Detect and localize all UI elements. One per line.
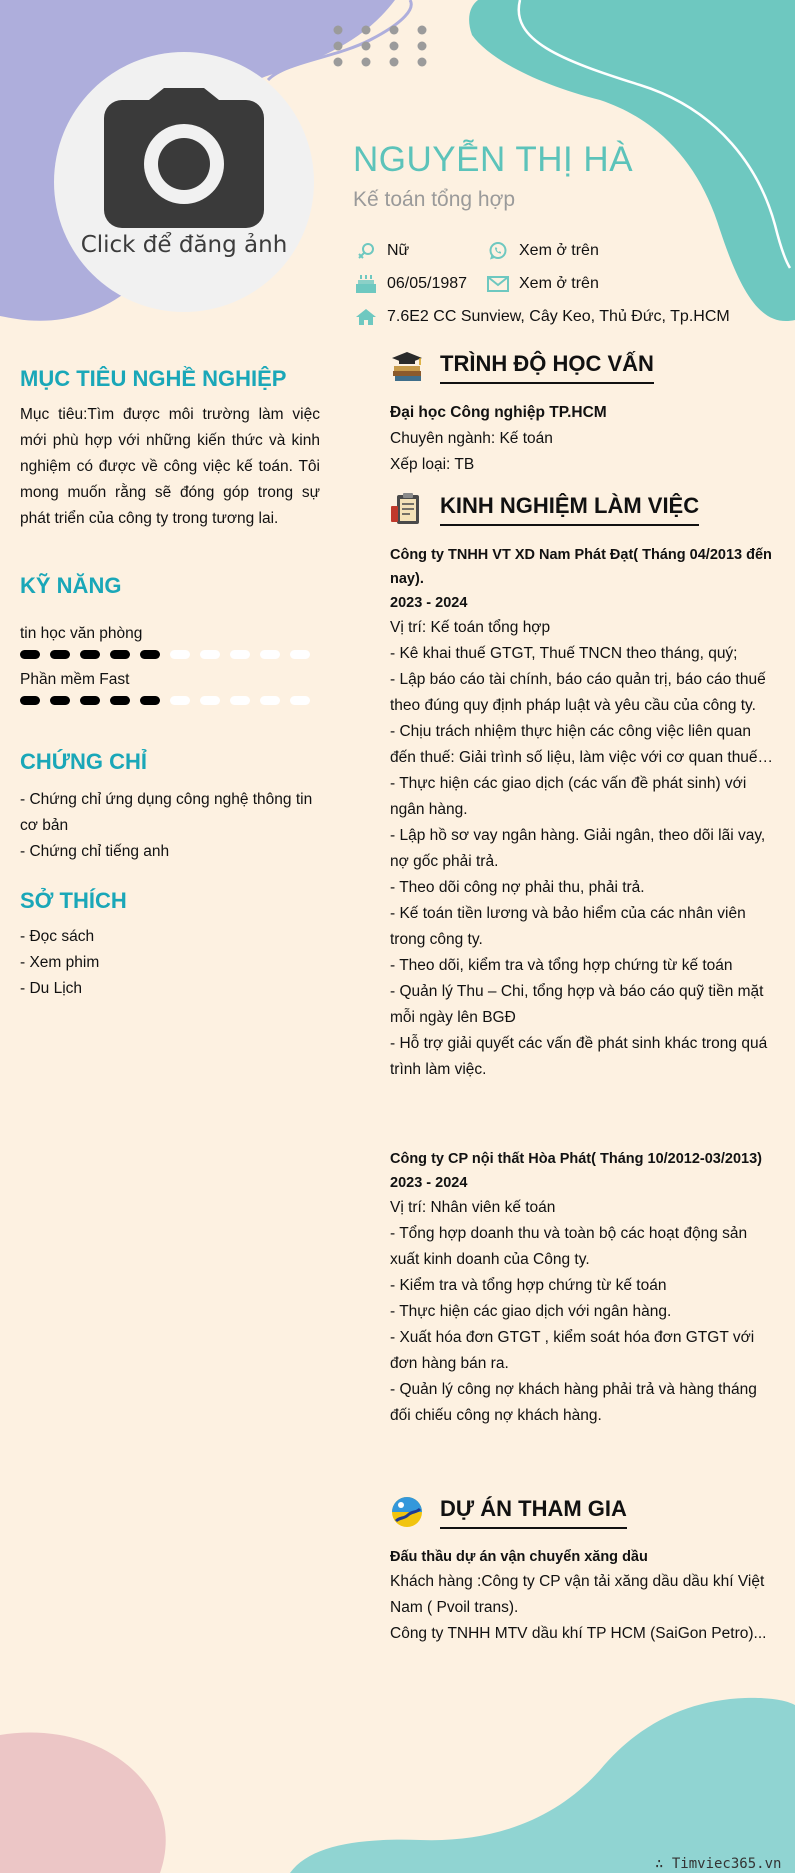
email-icon	[487, 273, 509, 295]
contact-email	[487, 273, 599, 295]
hobby-item: - Xem phim	[20, 954, 100, 971]
objective-title: MỤC TIÊU NGHỀ NGHIỆP	[20, 366, 287, 391]
hobby-item: - Đọc sách	[20, 928, 95, 945]
job-duty: - Hỗ trợ giải quyết các vấn đề phát sinh khác trong quá trình làm việc.	[390, 1035, 768, 1078]
candidate-name: NGUYỄN THỊ HÀ	[353, 140, 634, 179]
job-title: Kế toán tổng hợp	[353, 188, 516, 211]
phone-icon	[487, 240, 509, 262]
job-duty: - Theo dõi, kiểm tra và tổng hợp chứng từ kế toán	[390, 957, 733, 974]
phone-value[interactable]: Xem ở trên	[519, 242, 599, 259]
rating-dot-filled	[80, 696, 100, 705]
education-books-icon	[390, 350, 424, 384]
rating-dot-filled	[140, 650, 160, 659]
project-name: Đấu thầu dự án vận chuyển xăng dầu	[390, 1549, 648, 1565]
certificate-item: - Chứng chỉ ứng dụng công nghệ thông tin cơ bản	[20, 791, 313, 834]
rating-dot-empty	[200, 650, 220, 659]
project-line: Công ty TNHH MTV dầu khí TP HCM (SaiGon Petro)...	[390, 1625, 767, 1642]
job-position: Vị trí: Nhân viên kế toán	[390, 1199, 556, 1216]
objective-text: Mục tiêu:Tìm được môi trường làm việc mới phù hợp với những kiến thức và kinh nghiệm có được về công việc kế toán. Tôi mong muốn rằng sẽ đóng góp trong sự phát triển của công ty trong tương lai.	[20, 406, 320, 527]
skills-title: KỸ NĂNG	[20, 573, 122, 598]
birthday-value: 06/05/1987	[387, 275, 468, 292]
experience-header	[390, 487, 699, 531]
skill-rating	[20, 696, 320, 705]
grade: Xếp loại: TB	[390, 456, 475, 473]
email-value[interactable]: Xem ở trên	[519, 275, 599, 292]
certificates-title: CHỨNG CHỈ	[20, 749, 148, 774]
profile-photo-upload[interactable]	[54, 52, 314, 312]
contact-phone	[487, 240, 599, 262]
job-duty: - Thực hiện các giao dịch (các vấn đề phát sinh) với ngân hàng.	[390, 775, 747, 818]
rating-dot-filled	[80, 650, 100, 659]
projects-header	[390, 1490, 627, 1534]
job-duty: - Kế toán tiền lương và bảo hiểm của các nhân viên trong công ty.	[390, 905, 746, 948]
education-header	[390, 345, 654, 389]
job-duty: - Kê khai thuế GTGT, Thuế TNCN theo tháng, quý;	[390, 645, 738, 662]
rating-dot-empty	[290, 650, 310, 659]
job-duty: - Xuất hóa đơn GTGT , kiểm soát hóa đơn GTGT với đơn hàng bán ra.	[390, 1329, 755, 1372]
job-duty: - Quản lý công nợ khách hàng phải trả và hàng tháng đối chiếu công nợ khách hàng.	[390, 1381, 757, 1424]
job-duty: - Quản lý Thu – Chi, tổng hợp và báo cáo quỹ tiền mặt mỗi ngày lên BGĐ	[390, 983, 764, 1026]
rating-dot-empty	[230, 650, 250, 659]
projects-title: DỰ ÁN THAM GIA	[440, 1496, 627, 1529]
address-value: 7.6E2 CC Sunview, Cây Keo, Thủ Đức, Tp.HCM	[387, 308, 730, 325]
job-company: Công ty CP nội thất Hòa Phát( Tháng 10/2012-03/2013)	[390, 1151, 762, 1167]
gender-value: Nữ	[387, 242, 410, 259]
certificates-list	[20, 787, 330, 865]
hobby-item: - Du Lịch	[20, 980, 83, 997]
camera-icon	[104, 88, 264, 228]
experience-title: KINH NGHIỆM LÀM VIỆC	[440, 493, 699, 526]
experience-job-1	[390, 543, 775, 1083]
home-icon	[355, 306, 377, 328]
job-duty: - Tổng hợp doanh thu và toàn bộ các hoạt động sản xuất kinh doanh của Công ty.	[390, 1225, 748, 1268]
education-title: TRÌNH ĐỘ HỌC VẤN	[440, 351, 654, 384]
rating-dot-empty	[200, 696, 220, 705]
major: Chuyên ngành: Kế toán	[390, 430, 553, 447]
skill-rating	[20, 650, 320, 659]
work-clipboard-icon	[390, 492, 424, 526]
rating-dot-filled	[140, 696, 160, 705]
skill-name: tin học văn phòng	[20, 625, 143, 642]
watermark: ∴ Timviec365.vn	[655, 1856, 782, 1872]
contact-birthday	[355, 273, 467, 295]
rating-dot-empty	[230, 696, 250, 705]
job-duty: - Thực hiện các giao dịch với ngân hàng.	[390, 1303, 672, 1320]
skill-name: Phần mềm Fast	[20, 671, 130, 688]
job-duty: - Theo dõi công nợ phải thu, phải trả.	[390, 879, 645, 896]
job-duty: - Kiểm tra và tổng hợp chứng từ kế toán	[390, 1277, 667, 1294]
contact-gender	[355, 240, 409, 262]
projects-body	[390, 1545, 775, 1647]
rating-dot-empty	[260, 696, 280, 705]
job-company: Công ty TNHH VT XD Nam Phát Đạt( Tháng 04/2013 đến nay).	[390, 547, 772, 587]
rating-dot-filled	[110, 650, 130, 659]
rating-dot-filled	[50, 650, 70, 659]
project-globe-icon	[390, 1495, 424, 1529]
photo-upload-label: Click để đăng ảnh	[80, 232, 288, 258]
rating-dot-empty	[170, 650, 190, 659]
contact-address	[355, 306, 730, 328]
rating-dot-filled	[50, 696, 70, 705]
job-duty: - Lập báo cáo tài chính, báo cáo quản trị, báo cáo thuế theo đúng quy định pháp luật và yêu cầu của công ty.	[390, 671, 766, 714]
education-body	[390, 400, 770, 478]
certificate-item: - Chứng chỉ tiếng anh	[20, 843, 170, 860]
experience-job-2	[390, 1147, 775, 1429]
project-line: Khách hàng :Công ty CP vận tải xăng dầu dầu khí Việt Nam ( Pvoil trans).	[390, 1573, 765, 1616]
hobbies-title: SỞ THÍCH	[20, 888, 127, 913]
job-duty: - Lập hồ sơ vay ngân hàng. Giải ngân, theo dõi lãi vay, nợ gốc phải trả.	[390, 827, 766, 870]
gender-icon	[355, 240, 377, 262]
rating-dot-filled	[110, 696, 130, 705]
job-period: 2023 - 2024	[390, 1175, 468, 1191]
hobbies-list	[20, 924, 320, 1002]
rating-dot-empty	[260, 650, 280, 659]
birthday-cake-icon	[355, 273, 377, 295]
rating-dot-empty	[290, 696, 310, 705]
rating-dot-empty	[170, 696, 190, 705]
job-position: Vị trí: Kế toán tổng hợp	[390, 619, 551, 636]
rating-dot-filled	[20, 696, 40, 705]
job-duty: - Chịu trách nhiệm thực hiện các công việc liên quan đến thuế: Giải trình số liệu, làm việc với cơ quan thuế…	[390, 723, 774, 766]
job-period: 2023 - 2024	[390, 595, 468, 611]
school-name: Đại học Công nghiệp TP.HCM	[390, 404, 607, 421]
rating-dot-filled	[20, 650, 40, 659]
